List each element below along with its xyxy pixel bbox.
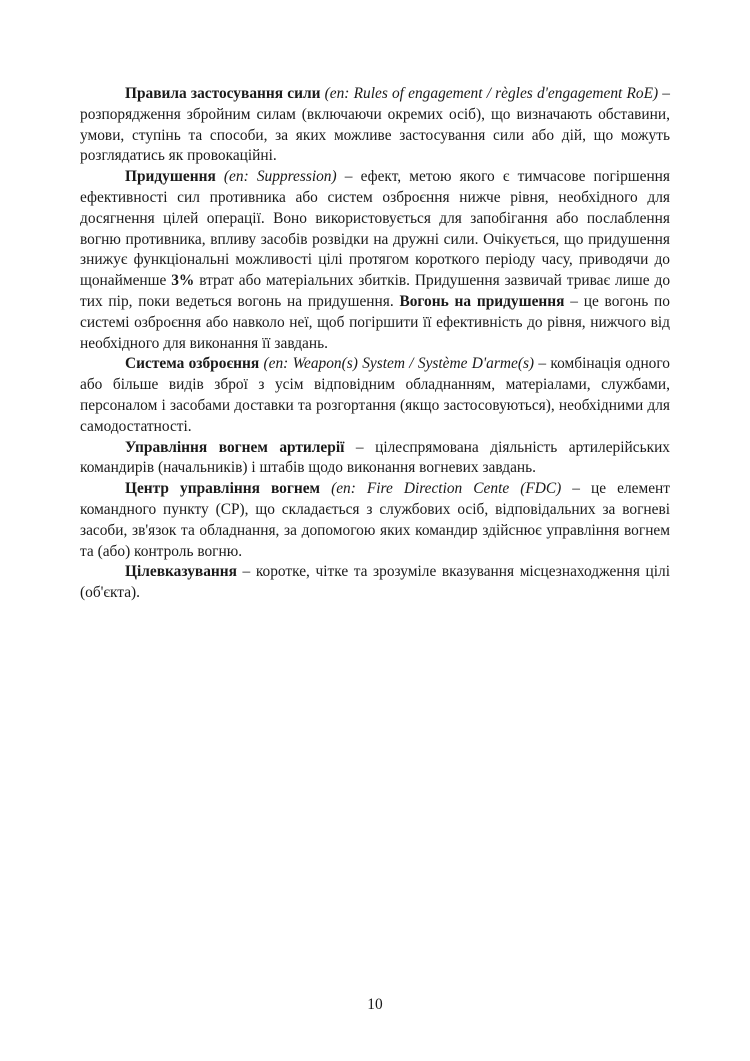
definition-text: – це вогонь по системі озброєння або навколо неї, щоб погіршити її ефективність до рівня, нижчого від необхідного для виконання її завдань. — [80, 292, 670, 352]
english-term: (en: Fire Direction Cente (FDC) — [331, 480, 562, 498]
page-body — [80, 84, 670, 604]
english-term: (en: Rules of engagement / règles d'engagement RoE) — [324, 85, 659, 102]
paragraph-artillery-fire-control — [80, 438, 670, 480]
paragraph-suppression — [80, 167, 670, 354]
term-title: Придушення — [125, 168, 216, 186]
definition-text: – ефект, метою якого є тимчасове погіршення ефективності сил противника або систем озброєння нижче рівня, необхідного для досягнення цілей операції. Воно використовується для запобігання або послаблення вогню противника, впливу засобів розвідки на дружні сили. Очікується, що придушення знижує функціональні можливості цілі протягом короткого періоду часу, приводячи до щонайменше — [80, 168, 670, 290]
term-title: Вогонь на придушення — [399, 292, 565, 310]
definition-text: – це елемент командного пункту (CP), що складається з службових осіб, відповідальних за вогневі засоби, зв'язок та обладнання, за допомогою яких командир здійснює управління вогнем та (або) контроль вогню. — [80, 480, 670, 560]
english-term: (en: Weapon(s) System / Système D'arme(s) — [263, 355, 535, 373]
definition-text: – розпорядження збройним силам (включаючи окремих осіб), що визначають обставини, умови, ступінь та способи, за яких можливе застосування сили або дій, що можуть розглядатись як провокаційні. — [80, 85, 670, 165]
definition-text: – цілеспрямована діяльність артилерійських командирів (начальників) і штабів щодо виконання вогневих завдань. — [80, 438, 670, 477]
page-number: 10 — [367, 996, 383, 1013]
term-title: Центр управління вогнем — [125, 480, 321, 498]
percent-value: 3% — [171, 272, 195, 290]
term-title: Цілевказування — [125, 563, 237, 581]
paragraph-target-designation — [80, 562, 670, 604]
definition-text: – комбінація одного або більше видів зброї з усім відповідним обладнанням, матеріалами, службами, персоналом і засобами доставки та розгортання (якщо застосовуються), необхідними для самодостатності. — [80, 355, 670, 435]
paragraph-weapon-system — [80, 354, 670, 437]
term-title: Управління вогнем артилерії — [125, 438, 345, 456]
term-title: Система озброєння — [125, 355, 260, 373]
paragraph-fire-direction-center — [80, 479, 670, 562]
term-title: Правила застосування сили — [125, 85, 321, 102]
definition-text: – коротке, чітке та зрозуміле вказування місцезнаходження цілі (об'єкта). — [80, 563, 670, 602]
paragraph-rules-of-engagement — [80, 84, 670, 167]
definition-text: втрат або матеріальних збитків. Придушення зазвичай триває лише до тих пір, поки ведеться вогонь на придушення. — [80, 272, 671, 310]
english-term: (en: Suppression) — [223, 168, 337, 186]
